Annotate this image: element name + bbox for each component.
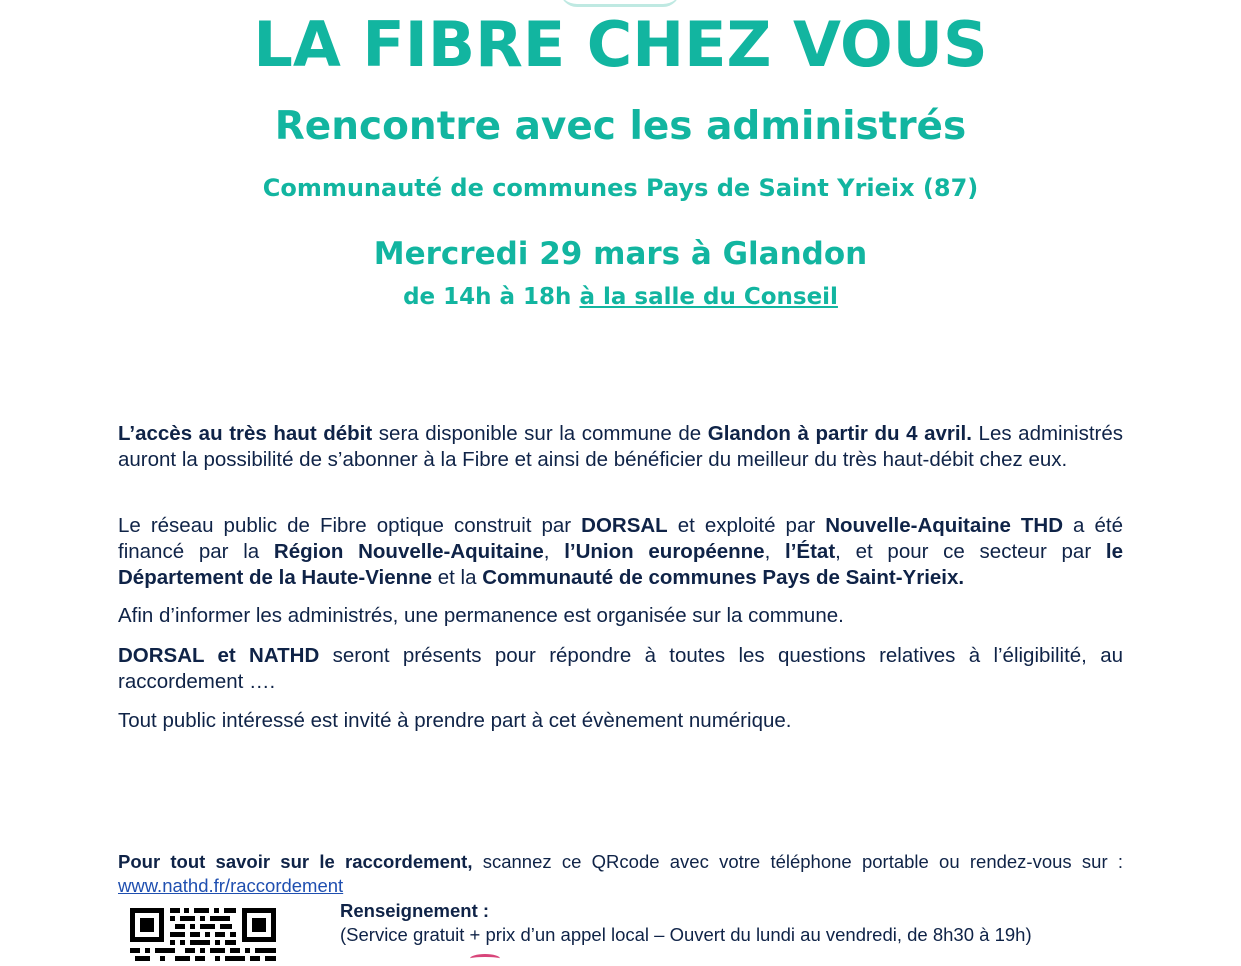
paragraph-public (118, 708, 1123, 734)
page-subtitle: Rencontre avec les administrés (274, 104, 967, 149)
text-bold: L’accès au très haut débit (118, 422, 373, 445)
text-bold: Glandon à partir du 4 avril. (707, 422, 972, 445)
paragraph-network (118, 513, 1123, 591)
text-run: a été financé par la (118, 514, 1123, 563)
text-run: scannez ce QRcode avec votre téléphone portable ou rendez-vous sur : (472, 851, 1123, 872)
event-date: Mercredi 29 mars à Glandon (373, 236, 868, 272)
raccordement-link[interactable]: www.nathd.fr/raccordement (118, 875, 344, 896)
text-bold: Pour tout savoir sur le raccordement, (118, 851, 473, 872)
text-run: et exploité par (667, 514, 826, 537)
text-run: Afin d’informer les administrés, une permanence est organisée sur la commune. (118, 604, 844, 627)
raccordement-info (118, 850, 1123, 898)
text-bold: Région Nouvelle-Aquitaine (273, 540, 544, 563)
text-run: , (543, 540, 565, 563)
decorative-arc (560, 0, 680, 7)
text-run: , et pour ce secteur par (835, 540, 1106, 563)
qr-code[interactable] (128, 906, 278, 966)
text-run: Le réseau public de Fibre optique construit par (118, 514, 582, 537)
text-run: et la (432, 566, 483, 589)
paragraph-inform (118, 603, 1123, 629)
text-bold: Nouvelle-Aquitaine THD (825, 514, 1064, 537)
text-bold: DORSAL et NATHD (118, 644, 320, 667)
text-bold: l’Union européenne (564, 540, 765, 563)
paragraph-presence (118, 643, 1123, 695)
text-run: Les administrés auront la possibilité de s’abonner à la Fibre et ainsi de bénéficier du meilleur du très haut-débit chez eux. (118, 422, 1123, 471)
text-bold: le Département de la Haute-Vienne (118, 540, 1123, 589)
contact-detail: (Service gratuit + prix d’un appel local – Ouvert du lundi au vendredi, de 8h30 à 19h) (340, 924, 1032, 945)
text-run: Tout public intéressé est invité à prendre part à cet évènement numérique. (118, 709, 792, 732)
event-hours: de 14h à 18h (403, 284, 572, 310)
page-title: LA FIBRE CHEZ VOUS (253, 8, 988, 81)
paragraph-access (118, 421, 1123, 473)
event-time (0, 284, 1241, 310)
contact-label: Renseignement : (340, 900, 490, 921)
logo-fragment (470, 954, 500, 963)
contact-info (340, 899, 1140, 947)
qr-code-graphic (128, 906, 278, 966)
text-run: sera disponible sur la commune de (372, 422, 708, 445)
text-bold: l’État (785, 540, 836, 563)
community-name: Communauté de communes Pays de Saint Yrieix (87) (262, 174, 979, 202)
text-run: seront présents pour répondre à toutes les questions relatives à l’éligibilité, au raccordement …. (118, 644, 1123, 693)
event-location: à la salle du Conseil (579, 284, 838, 310)
text-bold: Communauté de communes Pays de Saint-Yrieix. (482, 566, 965, 589)
text-bold: DORSAL (581, 514, 668, 537)
text-run: , (764, 540, 786, 563)
